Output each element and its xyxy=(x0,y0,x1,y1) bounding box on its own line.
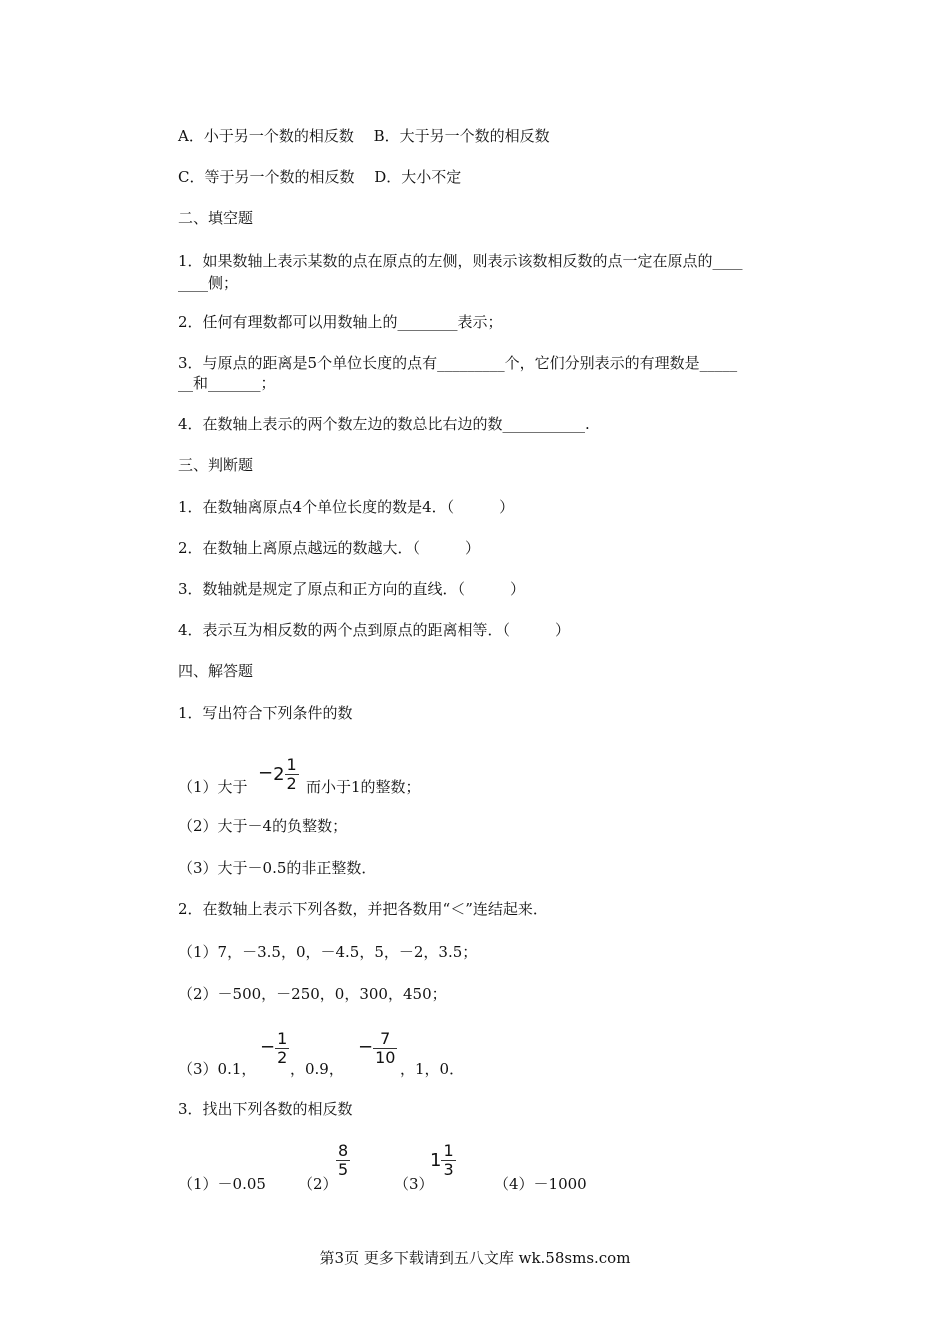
fraction xyxy=(275,1030,289,1067)
denominator: 2 xyxy=(286,774,297,793)
q2-3-suffix: ，1，0． xyxy=(400,1060,465,1078)
fraction-eight-fifths xyxy=(336,1142,350,1179)
answers-q1-part3: （3）大于－0.5的非正整数． xyxy=(178,859,377,877)
page-footer: 第3页 更多下载请到五八文库 wk.58sms.com xyxy=(319,1249,631,1267)
q3-item2-label: （2） xyxy=(298,1175,338,1193)
numerator: 1 xyxy=(277,1029,288,1048)
answers-q2-title: 2．在数轴上表示下列各数，并把各数用“＜”连结起来． xyxy=(178,900,548,918)
judgement-q4: 4．表示互为相反数的两个点到原点的距离相等．（ ） xyxy=(178,621,571,639)
judgement-q2: 2．在数轴上离原点越远的数越大．（ ） xyxy=(178,539,481,557)
numerator: 7 xyxy=(373,1030,397,1049)
choice-options-ab: A．小于另一个数的相反数 B．大于另一个数的相反数 xyxy=(178,127,550,145)
fraction xyxy=(441,1142,455,1179)
judgement-q1: 1．在数轴离原点4个单位长度的数是4．（ ） xyxy=(178,498,515,516)
q2-3-mid: ，0.9， xyxy=(290,1060,344,1078)
section-title-judgement: 三、判断题 xyxy=(178,456,254,474)
fill-blank-q3-line2: __和_______； xyxy=(178,374,276,392)
denominator: 2 xyxy=(277,1048,288,1067)
q3-item1: （1）－0.05 xyxy=(178,1175,266,1193)
whole-part: 2 xyxy=(273,763,285,785)
denominator: 10 xyxy=(375,1048,396,1067)
fill-blank-q1-line2: ____侧； xyxy=(178,274,239,292)
choice-options-cd: C．等于另一个数的相反数 D．大小不定 xyxy=(178,168,462,186)
answers-q3-title: 3．找出下列各数的相反数 xyxy=(178,1100,353,1118)
denominator: 5 xyxy=(338,1160,349,1179)
numerator: 1 xyxy=(443,1141,454,1160)
judgement-q3: 3．数轴就是规定了原点和正方向的直线．（ ） xyxy=(178,580,526,598)
fraction-neg-seven-tenths xyxy=(358,1030,397,1067)
minus-sign: − xyxy=(358,1036,374,1058)
q1-1-prefix: （1）大于 xyxy=(178,778,248,796)
fraction xyxy=(373,1030,397,1067)
fill-blank-q3-line1: 3．与原点的距离是5个单位长度的点有_________个，它们分别表示的有理数是_____ xyxy=(178,354,738,372)
minus-sign: − xyxy=(258,762,274,784)
denominator: 3 xyxy=(443,1160,454,1179)
fill-blank-q1-line1: 1．如果数轴上表示某数的点在原点的左侧，则表示该数相反数的点一定在原点的____ xyxy=(178,252,743,270)
section-title-answers: 四、解答题 xyxy=(178,662,254,680)
section-title-fill-blank: 二、填空题 xyxy=(178,209,254,227)
q1-1-suffix: 而小于1的整数； xyxy=(306,778,421,796)
fraction-neg-half xyxy=(260,1030,289,1067)
fraction xyxy=(285,756,299,793)
whole-part: 1 xyxy=(430,1149,442,1171)
fill-blank-q4: 4．在数轴上表示的两个数左边的数总比右边的数___________. xyxy=(178,415,590,433)
answers-q1-part2: （2）大于－4的负整数； xyxy=(178,817,348,835)
mixed-fraction xyxy=(258,756,299,793)
q3-item3-label: （3） xyxy=(394,1175,434,1193)
answers-q3-items xyxy=(178,1138,778,1198)
fill-blank-q2: 2．任何有理数都可以用数轴上的________表示； xyxy=(178,313,503,331)
numerator: 1 xyxy=(286,755,297,774)
q2-3-prefix: （3）0.1， xyxy=(178,1060,257,1078)
q3-item4: （4）－1000 xyxy=(494,1175,587,1193)
minus-sign: − xyxy=(260,1036,276,1058)
answers-q2-part1: （1）7，－3.5，0，－4.5，5，－2，3.5； xyxy=(178,943,478,961)
answers-q2-part2: （2）－500，－250，0，300，450； xyxy=(178,985,447,1003)
mixed-fraction-one-third xyxy=(430,1142,456,1179)
numerator: 8 xyxy=(338,1141,349,1160)
answers-q1-title: 1．写出符合下列条件的数 xyxy=(178,704,353,722)
